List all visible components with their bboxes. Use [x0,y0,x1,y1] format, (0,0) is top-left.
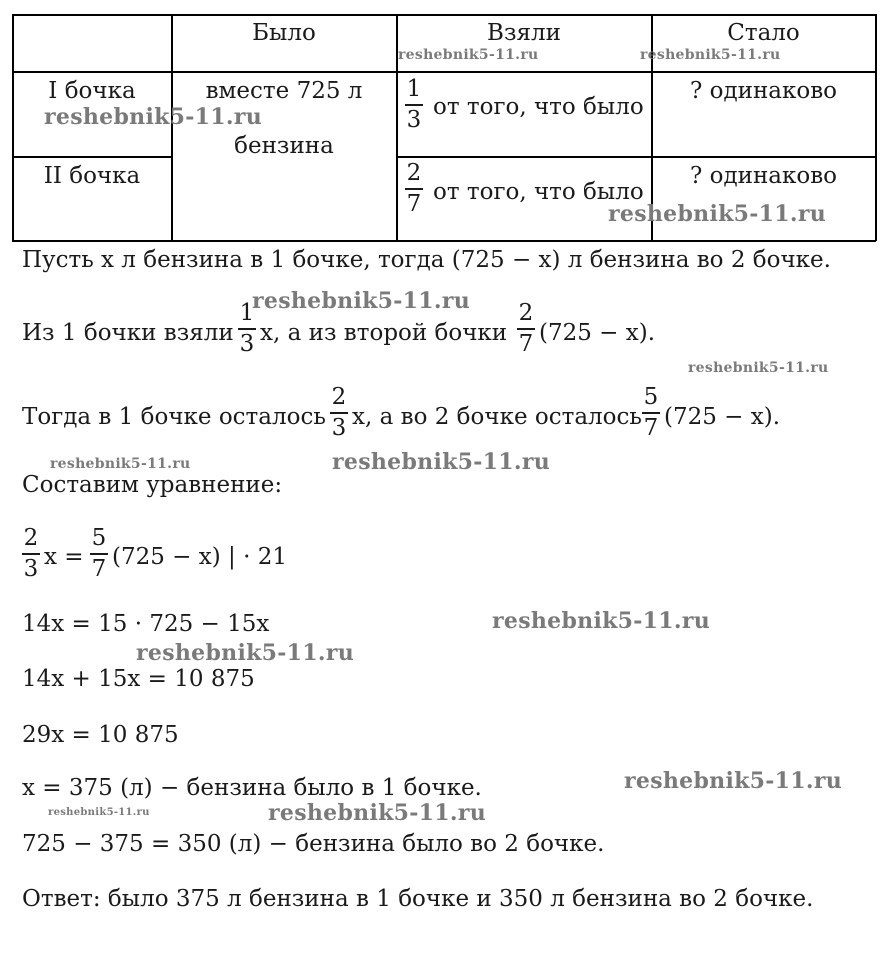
solution-line-2-mid: x, а из второй бочки [260,320,508,346]
solution-line-3-end: (725 − x). [664,404,781,430]
table-border [12,156,172,158]
fraction-bar [642,412,660,414]
watermark: reshebnik5-11.ru [268,800,487,826]
solution-line-3-mid: x, а во 2 бочке осталось [352,404,642,430]
fraction-bar [330,412,348,414]
solution-line-2-end: (725 − x). [539,320,656,346]
equation-fraction-left [22,527,40,581]
equation-fraction-right [90,527,108,581]
row1-became: ? одинаково [689,78,838,104]
solution-line-1: Пусть x л бензина в 1 бочке, тогда (725 − x) л бензина во 2 бочке. [22,247,831,273]
watermark: reshebnik5-11.ru [640,47,781,63]
numerator: 2 [23,525,39,551]
denominator: 3 [331,414,347,441]
equation-3: 14x + 15x = 10 875 [22,666,255,692]
watermark: reshebnik5-11.ru [688,360,829,376]
watermark: reshebnik5-11.ru [50,456,191,472]
denominator: 3 [239,330,255,357]
solution-line-4: Составим уравнение: [22,472,283,498]
fraction-bar [405,188,423,190]
equation-2: 14x = 15 · 725 − 15x [22,611,270,637]
fraction-five-sevenths [642,386,660,440]
equation-1-end: (725 − x) | · 21 [112,544,287,570]
fraction-two-sevenths [517,302,535,356]
watermark: reshebnik5-11.ru [252,288,471,314]
table-border [396,156,876,158]
denominator: 7 [643,414,659,441]
fraction-bar [405,104,423,106]
watermark: reshebnik5-11.ru [608,201,827,227]
fraction-bar [238,328,256,330]
watermark: reshebnik5-11.ru [332,449,551,475]
solution-line-2-start: Из 1 бочки взяли [22,320,234,346]
denominator: 3 [406,106,422,133]
numerator: 2 [406,160,422,186]
equation-4: 29x = 10 875 [22,722,179,748]
numerator: 5 [643,384,659,410]
watermark: reshebnik5-11.ru [48,807,150,818]
denominator: 7 [518,330,534,357]
watermark: reshebnik5-11.ru [492,608,711,634]
fraction-bar [90,553,108,555]
equation-6: 725 − 375 = 350 (л) − бензина было во 2 бочке. [22,831,605,857]
row2-became: ? одинаково [689,163,838,189]
table-border [12,14,14,241]
numerator: 1 [406,76,422,102]
table-border [875,14,877,241]
was-total-line2: бензина [234,133,334,159]
was-total-line1: вместе 725 л [205,78,363,104]
row2-taken-text: от того, что было [433,179,644,205]
fraction-bar [22,553,40,555]
header-taken: Взяли [487,20,561,46]
watermark: reshebnik5-11.ru [624,768,843,794]
solution-line-3-start: Тогда в 1 бочке осталось [22,404,326,430]
row2-label: II бочка [43,163,141,189]
denominator: 7 [406,190,422,217]
equation-5: x = 375 (л) − бензина было в 1 бочке. [22,775,482,801]
numerator: 2 [518,300,534,326]
denominator: 7 [91,555,107,582]
header-became: Стало [727,20,800,46]
watermark: reshebnik5-11.ru [398,47,539,63]
denominator: 3 [23,555,39,582]
row1-label: I бочка [48,78,136,104]
fraction-two-thirds [330,386,348,440]
row1-taken-fraction [405,78,423,132]
watermark: reshebnik5-11.ru [136,640,355,666]
table-border [12,14,876,16]
answer-line: Ответ: было 375 л бензина в 1 бочке и 350 л бензина во 2 бочке. [22,886,814,912]
numerator: 5 [91,525,107,551]
row1-taken-text: от того, что было [433,94,644,120]
row2-taken-fraction [405,162,423,216]
equation-1-mid: x = [44,544,84,570]
table-border [12,71,876,73]
numerator: 2 [331,384,347,410]
table-border [12,240,876,242]
numerator: 1 [239,300,255,326]
header-was: Было [252,20,316,46]
watermark: reshebnik5-11.ru [44,104,263,130]
fraction-bar [517,328,535,330]
